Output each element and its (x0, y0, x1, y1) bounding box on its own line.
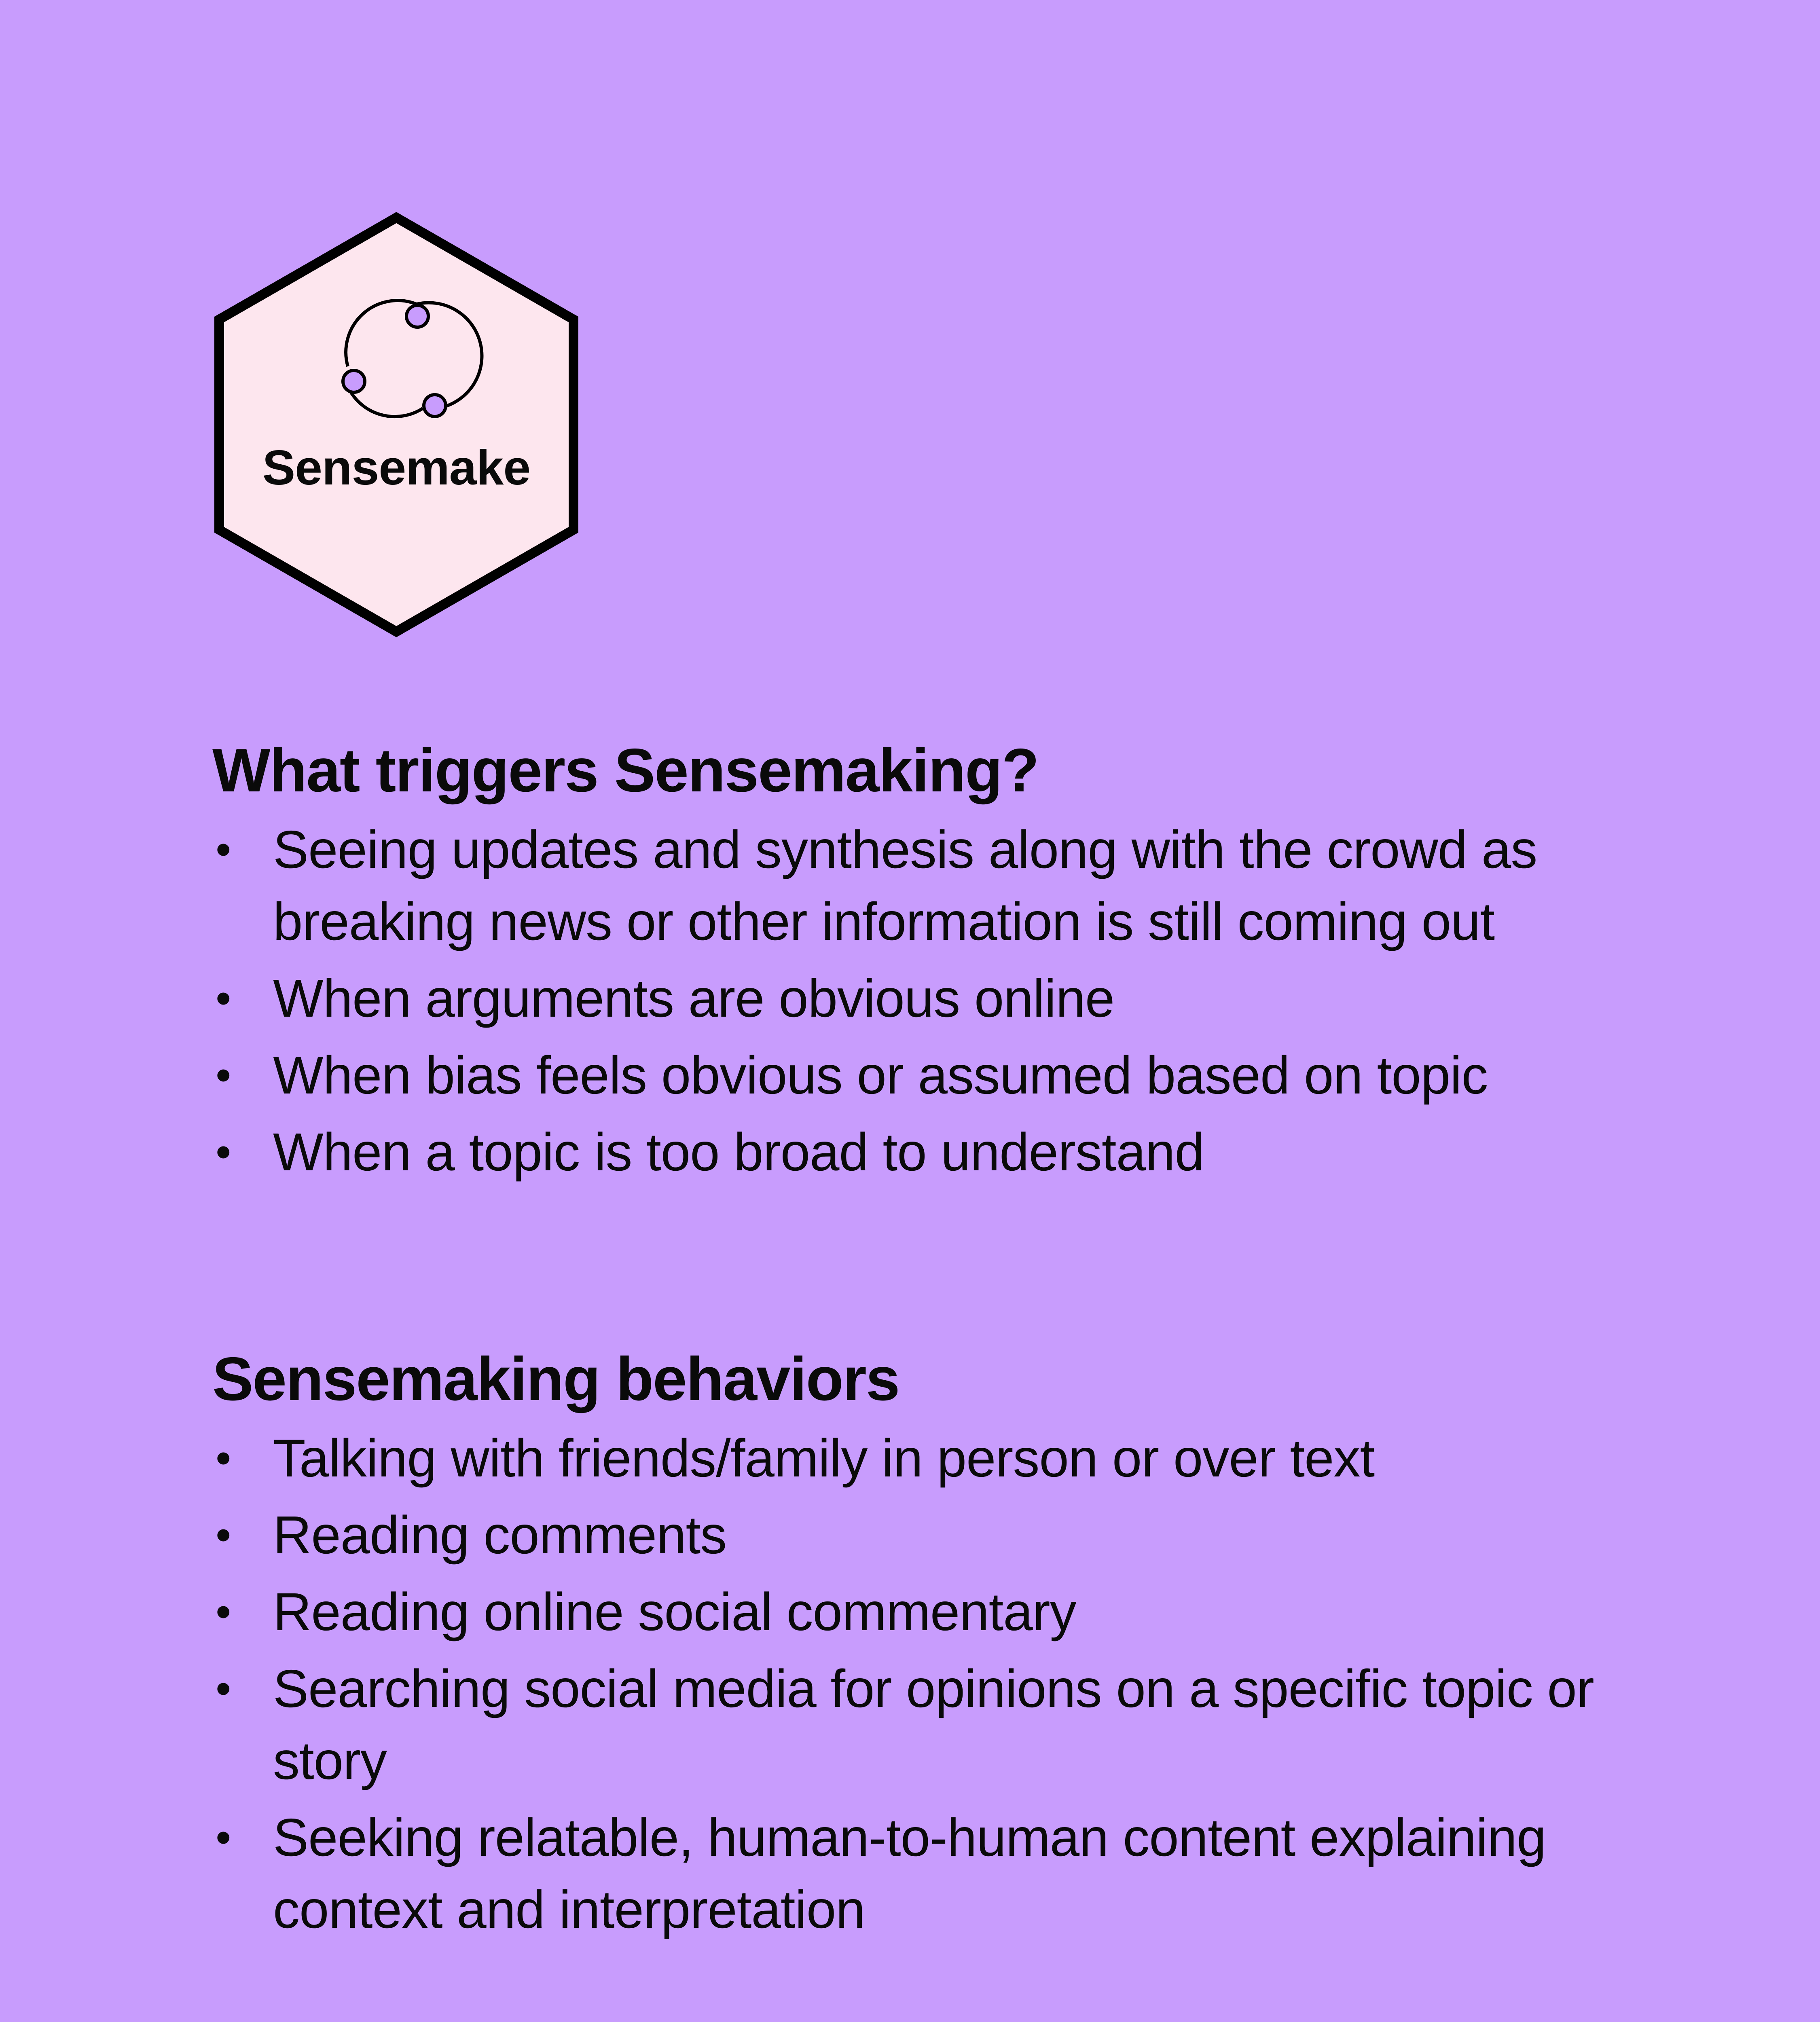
behaviors-section (212, 1341, 1608, 1950)
list-item (212, 814, 1608, 958)
list-item (212, 1653, 1608, 1797)
bullet-icon: • (216, 1664, 231, 1713)
list-item (212, 1576, 1608, 1648)
bullet-icon: • (216, 1813, 231, 1862)
badge-label: Sensemake (262, 440, 531, 495)
list-item (212, 1039, 1608, 1111)
list-item-text: Reading comments (273, 1505, 727, 1565)
list-item (212, 1802, 1608, 1946)
list-item (212, 1116, 1608, 1188)
list-item (212, 1422, 1608, 1494)
bullet-icon: • (216, 1510, 231, 1560)
triggers-section (212, 732, 1608, 1193)
list-item-text: Searching social media for opinions on a specific topic or story (273, 1659, 1594, 1790)
bullet-icon: • (216, 1127, 231, 1177)
bullet-icon: • (216, 825, 231, 874)
behaviors-heading: Sensemaking behaviors (212, 1345, 899, 1413)
list-item-text: When a topic is too broad to understand (273, 1122, 1204, 1182)
hexagon-shape (210, 210, 582, 639)
list-item-text: When arguments are obvious online (273, 969, 1115, 1028)
triggers-heading: What triggers Sensemaking? (212, 736, 1039, 805)
bullet-icon: • (216, 1587, 231, 1637)
bullet-icon: • (216, 973, 231, 1023)
behaviors-list (212, 1422, 1608, 1946)
list-item-text: Seeing updates and synthesis along with the crowd as breaking news or other information is still coming out (273, 820, 1537, 951)
bullet-icon: • (216, 1433, 231, 1483)
triggers-list (212, 814, 1608, 1188)
list-item-text: When bias feels obvious or assumed based on topic (273, 1045, 1488, 1105)
list-item-text: Seeking relatable, human-to-human content explaining context and interpretation (273, 1808, 1546, 1939)
sensemake-badge (210, 210, 582, 639)
hexagon-outline (219, 218, 574, 632)
bullet-icon: • (216, 1050, 231, 1100)
list-item-text: Talking with friends/family in person or over text (273, 1428, 1375, 1488)
list-item (212, 962, 1608, 1034)
list-item-text: Reading online social commentary (273, 1582, 1076, 1641)
list-item (212, 1499, 1608, 1571)
